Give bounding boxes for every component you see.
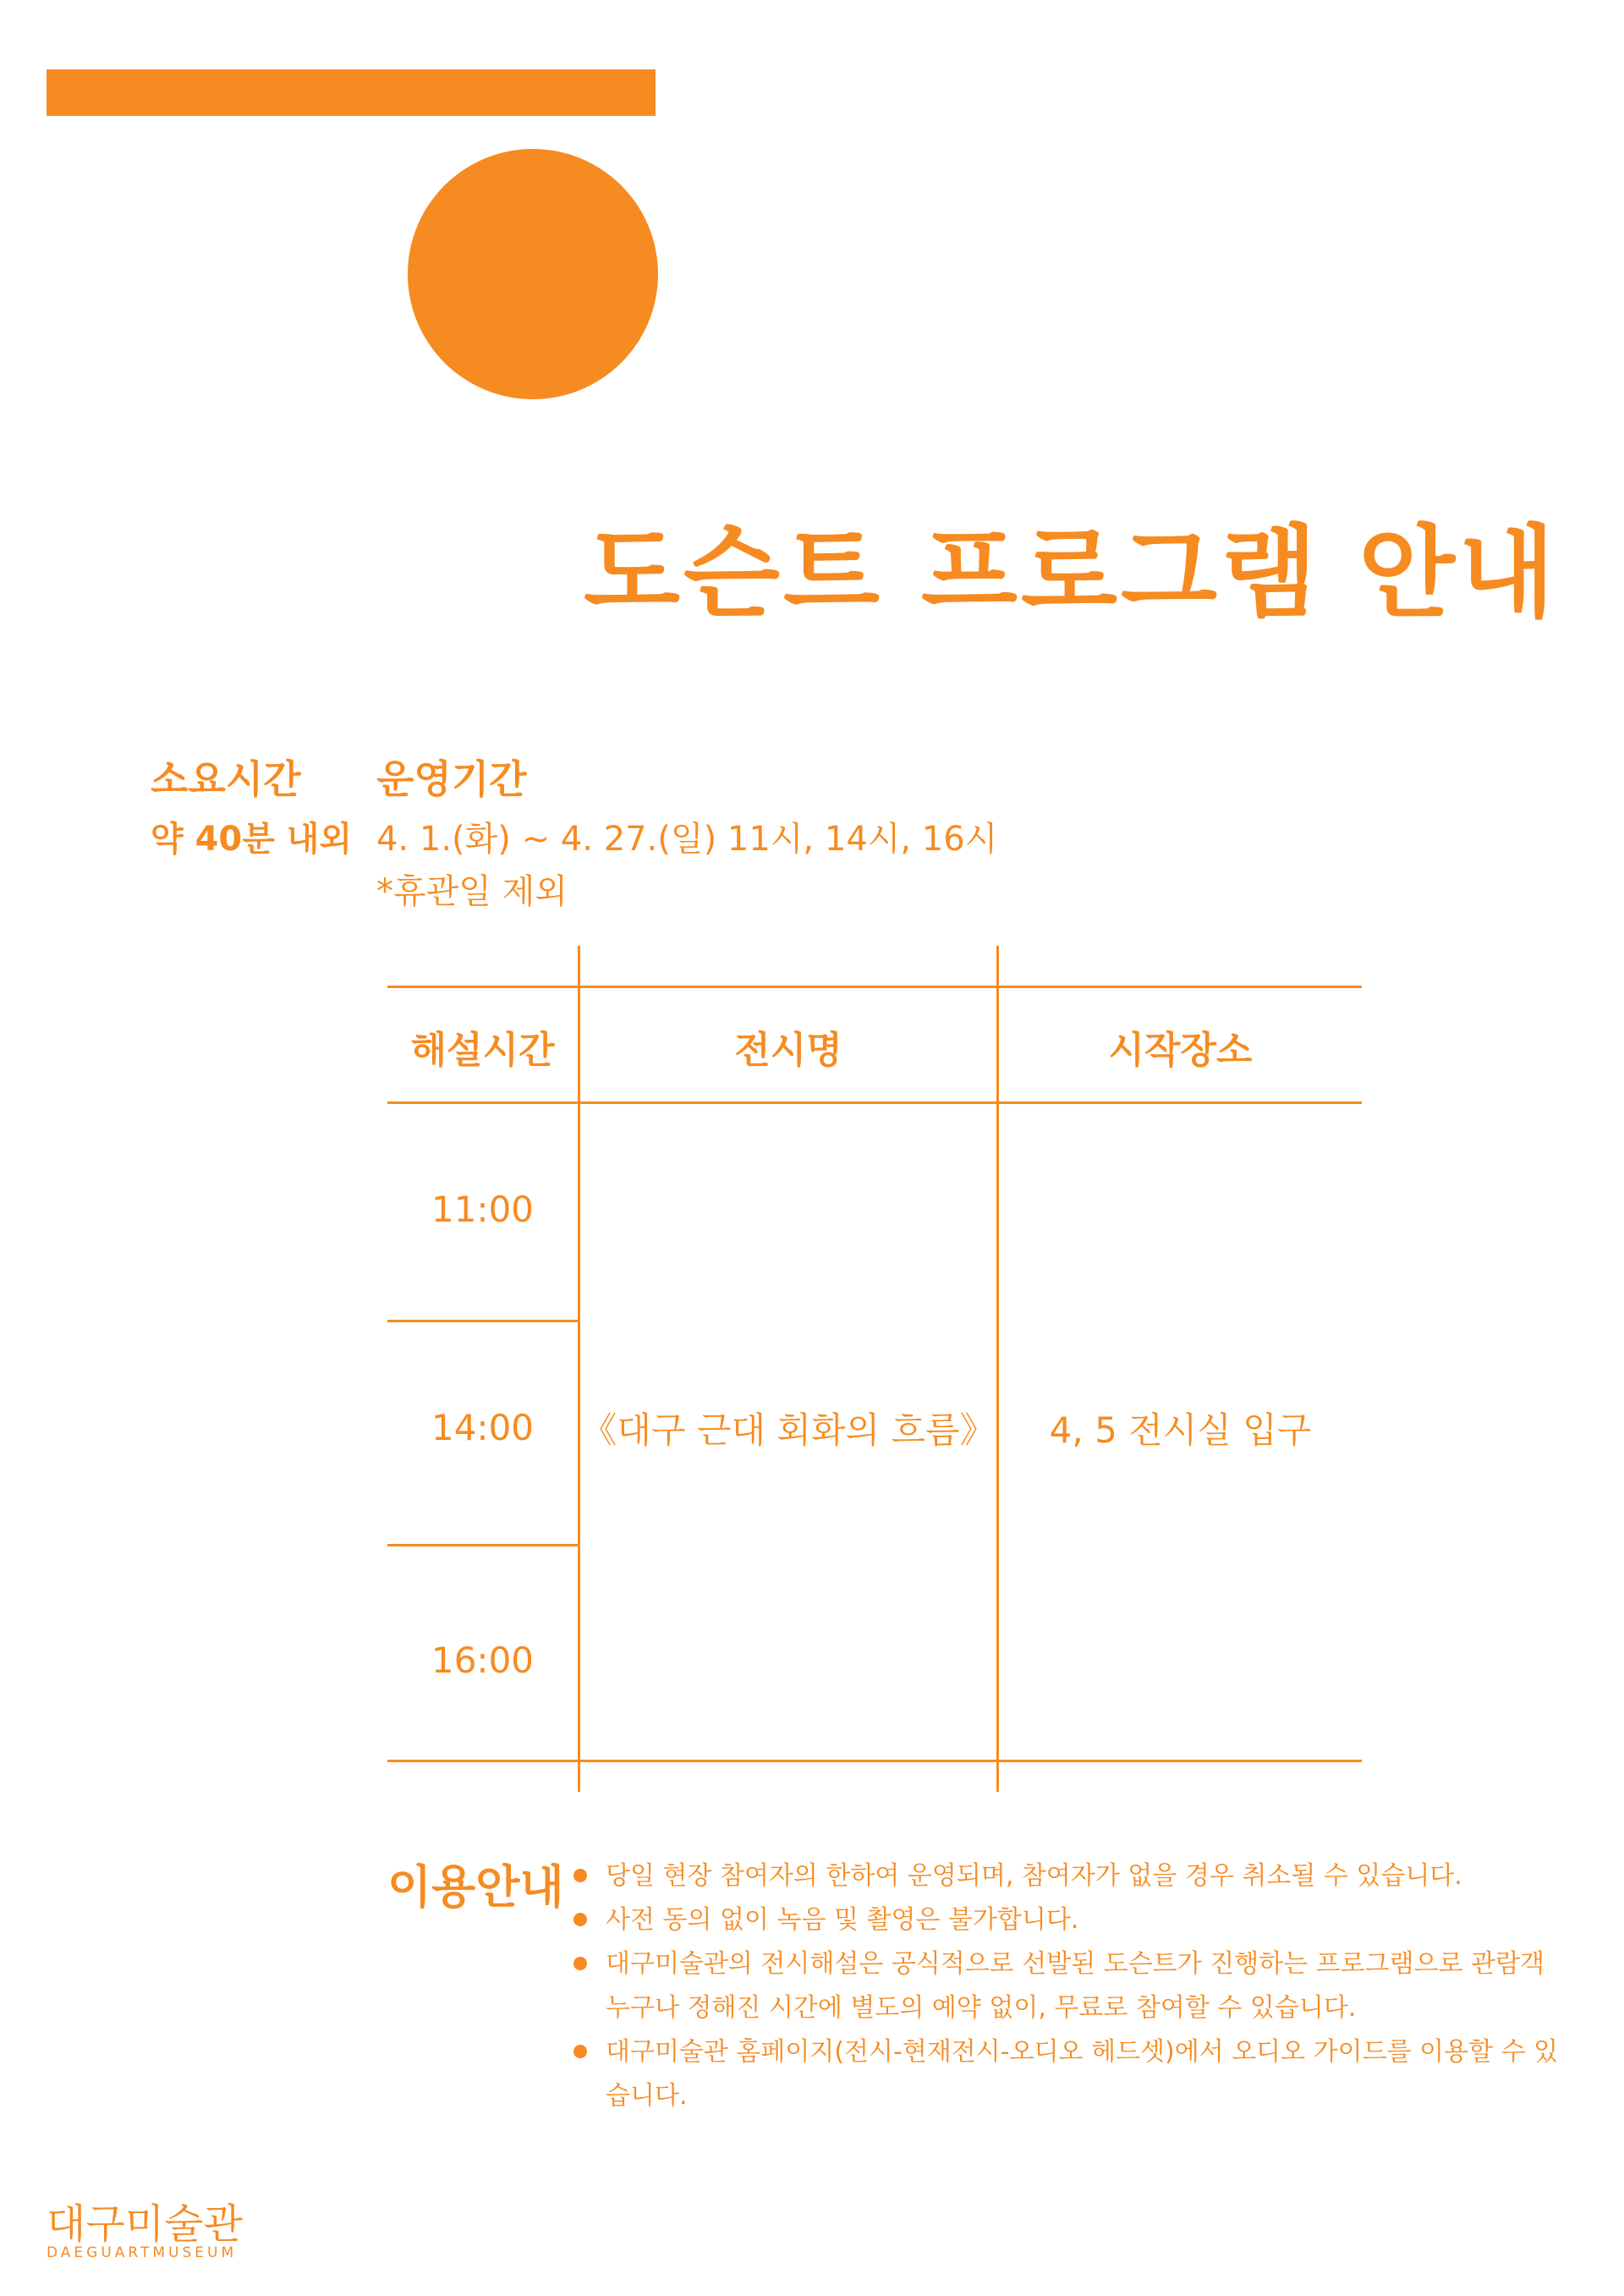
row-divider (387, 1320, 579, 1322)
duration-label: 소요시간 (151, 756, 301, 802)
time-cell: 16:00 (431, 1640, 535, 1681)
period-note: *휴관일 제외 (376, 872, 568, 911)
list-item (573, 1942, 1572, 2030)
header-exhibition: 전시명 (734, 1029, 842, 1072)
logo-english: DAEGUARTMUSEUM (47, 2244, 238, 2261)
time-cell: 11:00 (431, 1189, 535, 1230)
table-top-border (387, 986, 1362, 988)
note-text: 대구미술관의 전시해설은 공식적으로 선발된 도슨트가 진행하는 프로그램으로 관람객 누구나 정해진 시간에 별도의 예약 없이, 무료로 참여할 수 있습니다. (606, 1949, 1545, 2023)
note-text: 대구미술관 홈페이지(전시-현재전시-오디오 헤드셋)에서 오디오 가이드를 이용할 수 있습니다. (606, 2037, 1559, 2111)
guide-title: 이용안내 (387, 1860, 564, 1914)
header-time: 해설시간 (410, 1029, 555, 1072)
list-item (573, 1854, 1572, 1898)
note-text: 당일 현장 참여자의 한하여 운영되며, 참여자가 없을 경우 취소될 수 있습니다. (606, 1861, 1462, 1891)
table-header-border (387, 1101, 1362, 1104)
duration-value: 약 40분 내외 (151, 820, 353, 859)
note-text: 사전 동의 없이 녹음 및 촬영은 불가합니다. (606, 1905, 1079, 1935)
location-cell: 4, 5 전시실 입구 (1049, 1409, 1312, 1451)
logo-korean: 대구미술관 (47, 2200, 243, 2248)
list-item (573, 1898, 1572, 1942)
bullet-icon (573, 1869, 587, 1882)
bullet-icon (573, 1913, 587, 1926)
exhibition-cell: 《대구 근대 회화의 흐름》 (581, 1409, 996, 1451)
row-divider (387, 1544, 579, 1546)
table-bottom-border (387, 1760, 1362, 1762)
period-label: 운영기간 (376, 756, 527, 802)
list-item (573, 2030, 1572, 2118)
bullet-icon (573, 1957, 587, 1970)
header-location: 시작장소 (1108, 1029, 1253, 1072)
guide-notes (573, 1854, 1572, 2118)
bullet-icon (573, 2045, 587, 2058)
decorative-circle (408, 149, 658, 399)
page-title: 도슨트 프로그램 안내 (584, 514, 1559, 631)
period-value: 4. 1.(화) ~ 4. 27.(일) 11시, 14시, 16시 (376, 820, 998, 859)
time-cell: 14:00 (431, 1407, 535, 1448)
top-accent-bar (47, 69, 656, 116)
